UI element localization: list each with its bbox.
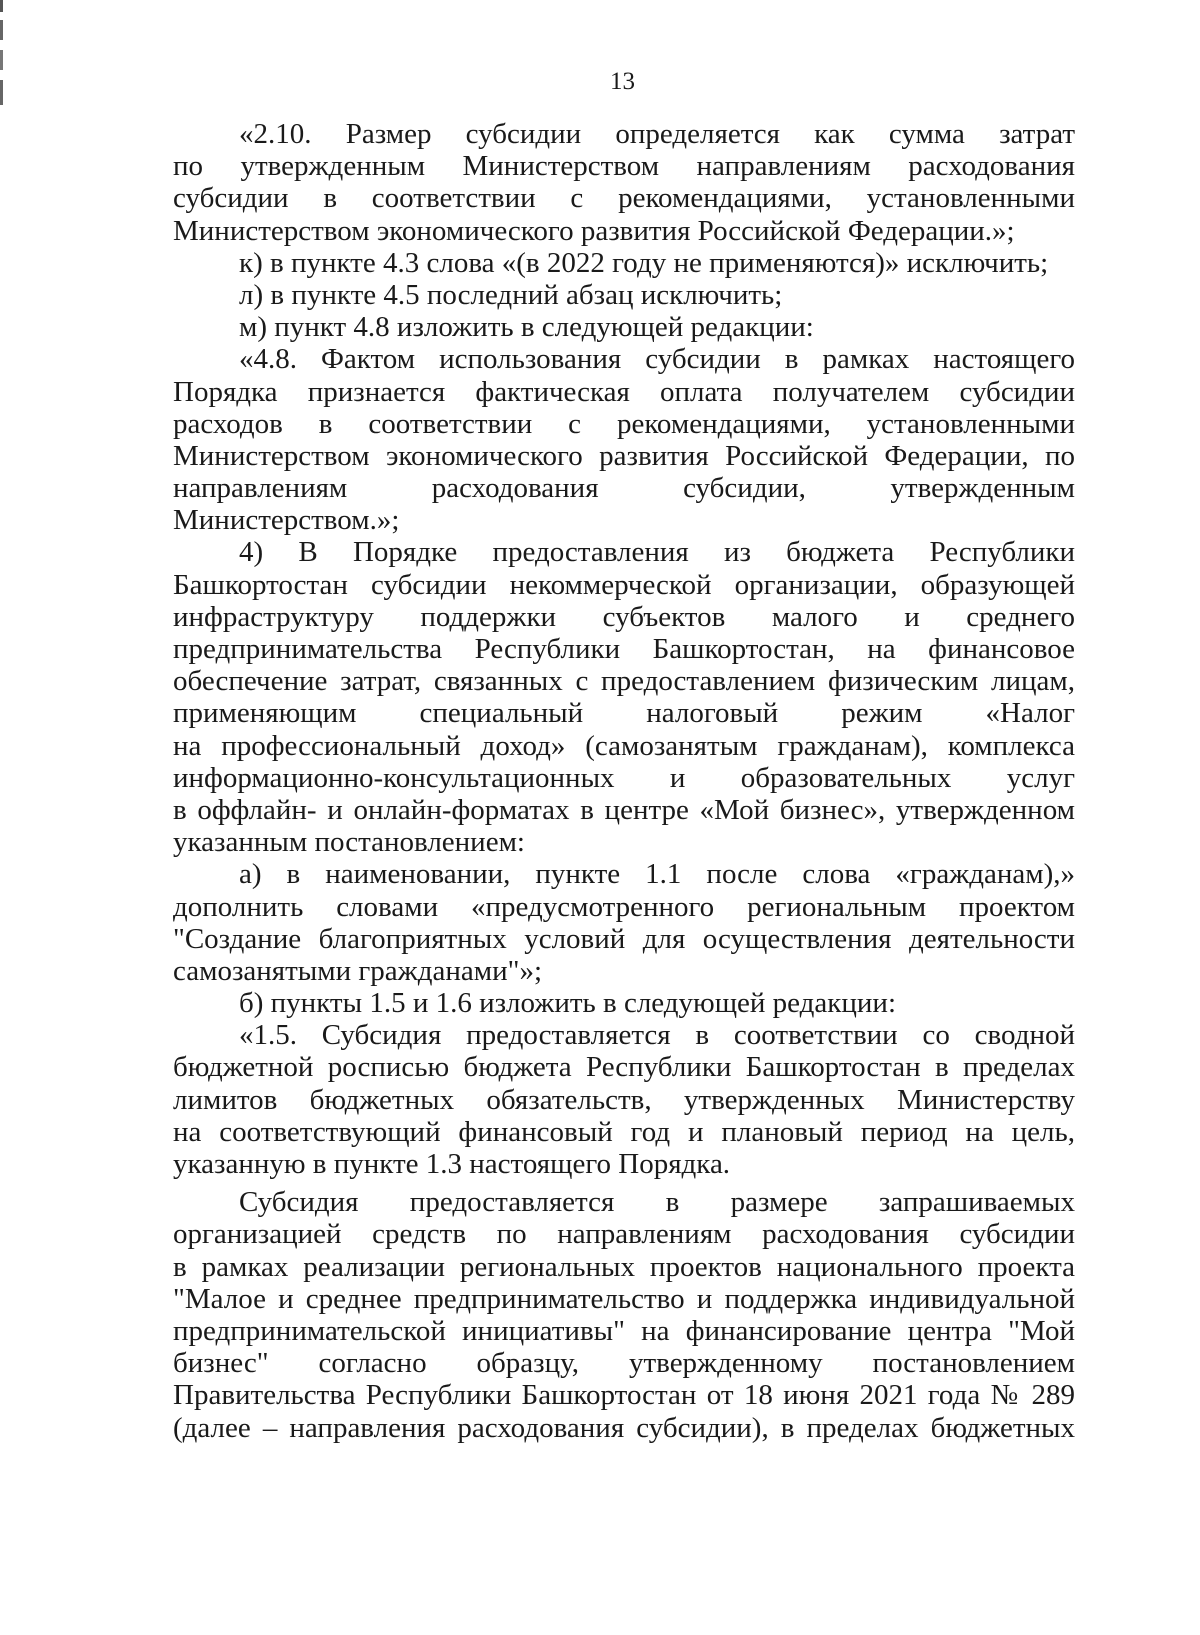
text-line: применяющим специальный налоговый режим «Налог <box>173 697 1075 730</box>
text-line: м) пункт 4.8 изложить в следующей редакции: <box>239 311 814 344</box>
text-line: Субсидия предоставляется в размере запрашиваемых <box>239 1186 1075 1219</box>
text-line: б) пункты 1.5 и 1.6 изложить в следующей редакции: <box>239 987 897 1020</box>
text-line: Министерством.»; <box>173 504 400 537</box>
text-line: указанным постановлением: <box>173 826 525 859</box>
text-line: «1.5. Субсидия предоставляется в соответствии со сводной <box>239 1019 1075 1052</box>
text-line: бизнес" согласно образцу, утвержденному постановлением <box>173 1347 1075 1380</box>
text-line: «4.8. Фактом использования субсидии в рамках настоящего <box>239 343 1075 376</box>
text-line: расходов в соответствии с рекомендациями, установленными <box>173 407 1075 440</box>
text-line: обеспечение затрат, связанных с предоставлением физическим лицам, <box>173 665 1075 698</box>
document-body <box>173 118 1075 1444</box>
text-line: на профессиональный доход» (самозанятым гражданам), комплекса <box>173 729 1075 762</box>
text-line: Министерством экономического развития Российской Федерации.»; <box>173 214 1015 247</box>
text-line: самозанятыми гражданами"»; <box>173 954 542 987</box>
text-line: предпринимательства Республики Башкортостан, на финансовое <box>173 633 1075 665</box>
text-line: организацией средств по направлениям расходования субсидии <box>173 1218 1075 1251</box>
text-line: а) в наименовании, пункте 1.1 после слова «гражданам),» <box>239 858 1075 891</box>
text-line: Башкортостан субсидии некоммерческой организации, образующей <box>173 568 1075 601</box>
text-line: "Создание благоприятных условий для осуществления деятельности <box>173 922 1075 955</box>
text-line: "Малое и среднее предпринимательство и поддержка индивидуальной <box>173 1282 1075 1315</box>
text-line: Правительства Республики Башкортостан от 18 июня 2021 года № 289 <box>173 1379 1075 1412</box>
text-line: 4) В Порядке предоставления из бюджета Республики <box>239 536 1075 569</box>
text-line: инфраструктуру поддержки субъектов малого и среднего <box>173 600 1075 633</box>
text-line: к) в пункте 4.3 слова «(в 2022 году не применяются)» исключить; <box>239 246 1049 279</box>
text-line: (далее – направления расходования субсидии), в пределах бюджетных <box>173 1411 1075 1444</box>
text-line: Порядка признается фактическая оплата получателем субсидии <box>173 375 1075 408</box>
text-line: на соответствующий финансовый год и плановый период на цель, <box>173 1115 1075 1148</box>
text-line: л) в пункте 4.5 последний абзац исключить; <box>239 278 783 311</box>
text-line: направлениям расходования субсидии, утвержденным <box>173 472 1075 505</box>
text-line: Министерством экономического развития Российской Федерации, по <box>173 439 1075 472</box>
text-line: в рамках реализации региональных проектов национального проекта <box>173 1250 1075 1283</box>
text-line: указанную в пункте 1.3 настоящего Порядка. <box>173 1148 731 1180</box>
text-line: субсидии в соответствии с рекомендациями, установленными <box>173 182 1075 215</box>
text-line: «2.10. Размер субсидии определяется как сумма затрат <box>239 118 1075 150</box>
text-line: по утвержденным Министерством направлениям расходования <box>173 150 1075 183</box>
text-line: дополнить словами «предусмотренного региональным проектом <box>173 890 1075 923</box>
text-line: лимитов бюджетных обязательств, утвержденных Министерству <box>173 1083 1075 1116</box>
page-number: 13 <box>610 68 635 95</box>
text-line: информационно-консультационных и образовательных услуг <box>173 761 1075 794</box>
text-line: бюджетной росписью бюджета Республики Башкортостан в пределах <box>173 1051 1075 1084</box>
text-line: предпринимательской инициативы" на финансирование центра "Мой <box>173 1314 1075 1347</box>
text-line: в оффлайн- и онлайн-форматах в центре «Мой бизнес», утвержденном <box>173 793 1075 826</box>
